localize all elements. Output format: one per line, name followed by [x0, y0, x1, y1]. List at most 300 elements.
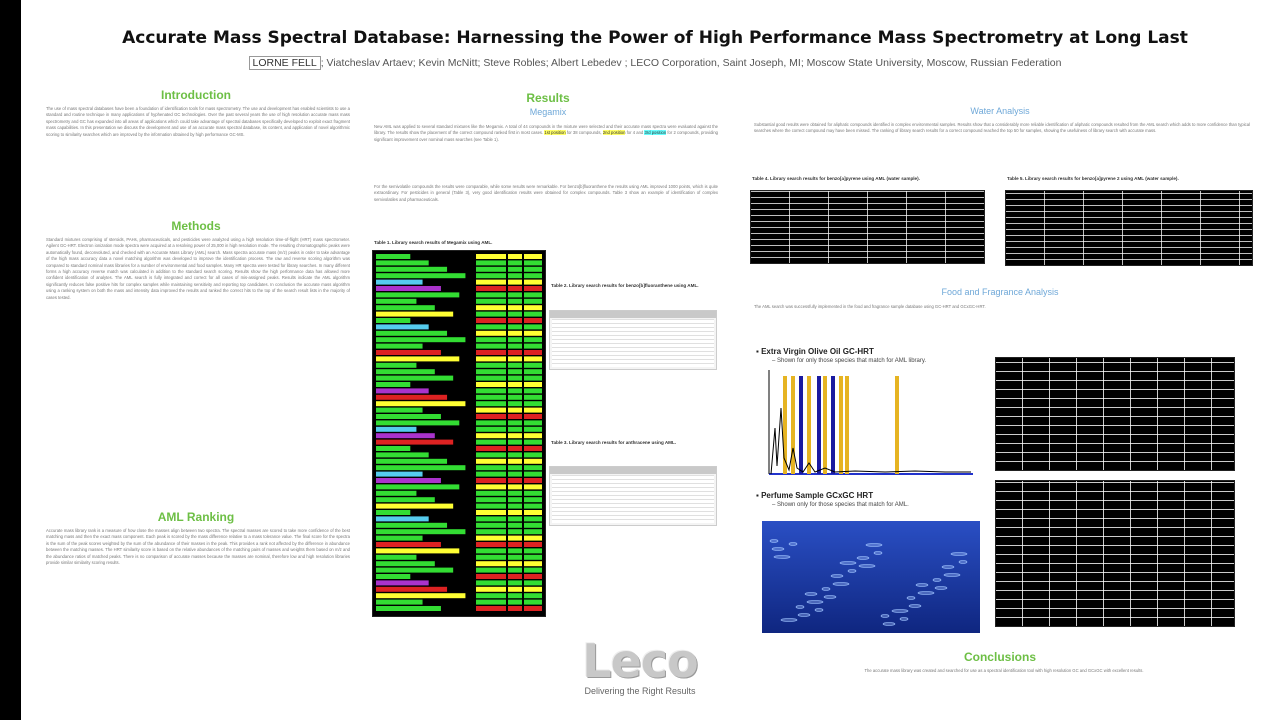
table1-caption: Table 1. Library search results of Megamix using AML. [374, 240, 493, 245]
megamix-cell [524, 452, 542, 457]
megamix-cell [376, 574, 410, 579]
contour-spot [859, 565, 875, 568]
megamix-cell [524, 331, 542, 336]
contour-spot [796, 606, 804, 609]
contour-spot [881, 615, 889, 618]
megamix-cell [508, 465, 522, 470]
contour-spot [909, 605, 921, 608]
contour-spot [833, 583, 849, 586]
contour-spot [874, 552, 882, 555]
megamix-cell [524, 568, 542, 573]
anthracene-table [549, 466, 717, 526]
megamix-cell [476, 260, 506, 265]
megamix-cell [476, 286, 506, 291]
megamix-cell [508, 433, 522, 438]
megamix-cell [376, 427, 416, 432]
megamix-cell [508, 580, 522, 585]
megamix-cell [508, 472, 522, 477]
megamix-cell [508, 305, 522, 310]
megamix-cell [524, 382, 542, 387]
megamix-cell [524, 337, 542, 342]
megamix-cell [376, 363, 416, 368]
megamix-cell [376, 459, 447, 464]
megamix-cell [508, 369, 522, 374]
megamix-cell [508, 484, 522, 489]
table3-header-row [550, 467, 716, 474]
megamix-cell [508, 331, 522, 336]
megamix-cell [376, 484, 459, 489]
contour-spot [831, 575, 843, 578]
megamix-cell [524, 292, 542, 297]
megamix-table-cells [373, 251, 545, 616]
olive-oil-title: Extra Virgin Olive Oil GC-HRT [761, 347, 874, 356]
megamix-cell [524, 446, 542, 451]
megamix-cell [508, 427, 522, 432]
leco-logo [566, 634, 714, 696]
chromatogram-peak-bar [807, 376, 811, 474]
megamix-cell [524, 401, 542, 406]
megamix-cell [476, 408, 506, 413]
megamix-cell [508, 312, 522, 317]
contour-spot [840, 562, 856, 565]
megamix-cell [508, 478, 522, 483]
contour-spot [918, 592, 934, 595]
megamix-cell [476, 504, 506, 509]
megamix-cell [476, 459, 506, 464]
megamix-cell [376, 376, 453, 381]
olive-oil-subtitle: Shown for only those species that match for AML library. [777, 358, 927, 364]
contour-spot [781, 619, 797, 622]
megamix-cell [508, 529, 522, 534]
megamix-cell [524, 459, 542, 464]
megamix-cell [376, 580, 429, 585]
methods-heading: Methods [171, 219, 221, 233]
megamix-cell [508, 516, 522, 521]
megamix-cell [508, 401, 522, 406]
contour-background [762, 521, 980, 633]
megamix-cell [508, 420, 522, 425]
megamix-cell [476, 356, 506, 361]
megamix-cell [524, 600, 542, 605]
contour-spot [866, 544, 882, 547]
contour-spot [772, 548, 784, 551]
megamix-cell [508, 350, 522, 355]
megamix-cell [476, 574, 506, 579]
megamix-cell [476, 478, 506, 483]
author-line [30, 57, 1280, 69]
contour-spot [798, 614, 810, 617]
megamix-cell [524, 516, 542, 521]
olive-oil-results-table [995, 357, 1235, 471]
contour-spot [848, 570, 856, 573]
megamix-cell [508, 292, 522, 297]
megamix-cell [524, 363, 542, 368]
megamix-cell [524, 504, 542, 509]
megamix-cell [524, 529, 542, 534]
methods-text: Standard mixtures comprising of steroids, PAHs, pharmaceuticals, and pesticides were analyzed using a high resolution time-of-flight (HRT) mass spectrometer. Agilent GC-HRT. Electron ionization mode spectra were acquired at a resolving power of 25,000 in high resolution mode. The resulting chromatographic peaks were automatically found, deconvoluted, and checked with an Accurate Mass Library (AML) search. Mass spectra accurate mass (m/z) peaks in order to take advantage of the high mass accuracy data a novel matching algorithm was developed to improve the identification process. The raw and reverse scoring algorithm was compared to standard nominal mass libraries for a number of environmental and food samples. Many HR spectra were tested for library searches. In many different forms a high accuracy reverse match was calculated in addition to the standard search scoring. Results show the high performance data has allowed more confident identification of analytes. The AML search is fully integrated and correct for all cases of mis-assigned peaks. Results indicate the AML algorithm significantly reduces false positive hits for complex samples while maintaining sensitivity and reporting top candidates. In conclusion the accurate mass algorithm using a ranking system on both the mass and intensity data improved the results and ranked the correct hits to the top of the search result lists in the majority of cases tested. [46, 237, 350, 300]
megamix-cell [476, 452, 506, 457]
megamix-cell [508, 356, 522, 361]
megamix-cell [376, 542, 441, 547]
megamix-cell [508, 440, 522, 445]
megamix-cell [476, 280, 506, 285]
megamix-cell [476, 446, 506, 451]
contour-spot [935, 587, 947, 590]
chromatogram-peak-bar [791, 376, 795, 474]
megamix-cell [376, 536, 423, 541]
left-black-bar [0, 0, 21, 720]
megamix-cell [376, 600, 423, 605]
megamix-cell [376, 350, 441, 355]
perfume-bullet: ▪ Perfume Sample GCxGC HRT [756, 491, 874, 500]
contour-spot [942, 566, 954, 569]
food-fragrance-text: The AML search was successfully implemented in the food and fragrance sample database using GC-HRT and GCxGC-HRT. [754, 304, 986, 309]
megamix-cell [376, 561, 435, 566]
megamix-cell [508, 299, 522, 304]
megamix-cell [376, 497, 435, 502]
contour-spot [959, 561, 967, 564]
olive-oil-subbullet: – Shown for only those species that match for AML library. [772, 358, 927, 364]
perfume-gcxgc-contour [762, 521, 980, 633]
megamix-cell [524, 267, 542, 272]
megamix-cell [508, 376, 522, 381]
megamix-cell [476, 516, 506, 521]
megamix-cell [476, 433, 506, 438]
megamix-cell [376, 523, 447, 528]
megamix-cell [476, 587, 506, 592]
megamix-cell [376, 408, 423, 413]
megamix-cell [376, 388, 429, 393]
contour-spot [907, 597, 915, 600]
megamix-cell [508, 344, 522, 349]
megamix-cell [508, 452, 522, 457]
megamix-subheading: Megamix [529, 107, 567, 117]
results-text-b: For the semivolatile compounds the results were comparable, while some results were remarkable. For benzo[b]fluoranthene the results using AML improved 1000 points, which is quite extraordinary. For pesticides in general (Table 3), very good identification results were obtained for complex compounds. Table 3 show an example of identification of complex semivolatiles and pharmaceuticals. [374, 184, 718, 202]
megamix-cell [524, 484, 542, 489]
megamix-cell [376, 395, 447, 400]
conclusions-heading: Conclusions [963, 650, 1036, 664]
megamix-cell [476, 414, 506, 419]
megamix-cell [376, 312, 453, 317]
leco-logo-tagline: Delivering the Right Results [584, 686, 696, 696]
megamix-cell [376, 433, 435, 438]
megamix-cell [376, 587, 447, 592]
megamix-cell [376, 446, 410, 451]
megamix-cell [376, 516, 429, 521]
results-text-a-mid: for 38 compounds, [565, 130, 603, 136]
megamix-cell [476, 593, 506, 598]
megamix-cell [376, 331, 447, 336]
megamix-cell [524, 491, 542, 496]
megamix-cell [508, 446, 522, 451]
megamix-cell [508, 286, 522, 291]
contour-spot [916, 584, 928, 587]
megamix-cell [376, 568, 453, 573]
megamix-cell [476, 254, 506, 259]
megamix-cell [476, 350, 506, 355]
megamix-cell [376, 529, 465, 534]
megamix-cell [508, 548, 522, 553]
megamix-cell [376, 254, 410, 259]
megamix-cell [376, 504, 453, 509]
results-heading: Results [526, 91, 570, 105]
lead-author: LORNE FELL [249, 56, 321, 70]
table3-caption: Table 3. Library search results for anthracene using AML. [551, 440, 677, 445]
megamix-cell [508, 414, 522, 419]
contour-spot [944, 574, 960, 577]
megamix-cell [376, 305, 435, 310]
contour-spot [789, 543, 797, 546]
megamix-cell [524, 593, 542, 598]
megamix-cell [524, 427, 542, 432]
megamix-cell [476, 382, 506, 387]
megamix-cell [508, 273, 522, 278]
contour-spot [770, 540, 778, 543]
table2-rows [552, 319, 714, 367]
megamix-cell [524, 388, 542, 393]
megamix-cell [376, 273, 465, 278]
chromatogram-peak-bar [823, 376, 827, 474]
megamix-cell [524, 587, 542, 592]
water-analysis-text: Substantial good results were obtained for aliphatic compounds identified in complex environmental samples. Results show that a considerably more reliable identification of aliphatic compounds resulted from the AML search which adds to more confidence than typical searches where the correct compound may have been missed. The ranking of library search results for a correct compound reached the top 50 for samples, showing the usefulness of library search with accurate mass. [754, 122, 1250, 134]
megamix-cell [476, 305, 506, 310]
megamix-cell [376, 555, 416, 560]
megamix-cell [508, 510, 522, 515]
contour-spot [933, 579, 941, 582]
megamix-cell [508, 593, 522, 598]
megamix-cell [508, 408, 522, 413]
water-table-1-grid [751, 191, 984, 263]
megamix-cell [376, 510, 410, 515]
megamix-cell [524, 254, 542, 259]
megamix-cell [524, 344, 542, 349]
olive-oil-bullet: ▪ Extra Virgin Olive Oil GC-HRT [756, 347, 874, 356]
perfume-title: Perfume Sample GCxGC HRT [761, 491, 874, 500]
megamix-cell [376, 280, 423, 285]
megamix-cell [508, 260, 522, 265]
results-text-a-lead: New AML was applied to several standard mixtures like the Megamix. A total of 44 compounds in the mixture were selected and their accurate mass spectra were evaluated against the library. The results show the placement of the correct compound ranked first in most cases. [374, 124, 718, 136]
megamix-cell [376, 267, 447, 272]
food-fragrance-heading: Food and Fragrance Analysis [941, 287, 1059, 297]
megamix-cell [476, 324, 506, 329]
megamix-cell [476, 401, 506, 406]
megamix-cell [476, 337, 506, 342]
megamix-cell [376, 414, 441, 419]
megamix-cell [524, 536, 542, 541]
megamix-cell [524, 369, 542, 374]
benzofluoranthene-table [549, 310, 717, 370]
megamix-cell [524, 305, 542, 310]
poster-title: Accurate Mass Spectral Database: Harnessing the Power of High Performance Mass Spectrometry at Long Last [122, 28, 1188, 48]
highlight-second-position: 2nd position [602, 130, 626, 136]
table2-header-row [550, 311, 716, 318]
megamix-cell [524, 472, 542, 477]
megamix-cell [524, 465, 542, 470]
conclusions-text: The accurate mass library was created and searched for use as a spectral identification tool with high resolution GC and GCxGC with excellent results. [864, 668, 1144, 673]
megamix-cell [508, 555, 522, 560]
megamix-cell [508, 536, 522, 541]
megamix-cell [476, 388, 506, 393]
megamix-cell [508, 395, 522, 400]
megamix-cell [476, 427, 506, 432]
contour-spot [822, 588, 830, 591]
megamix-cell [508, 382, 522, 387]
water-table-1 [750, 190, 985, 264]
megamix-cell [476, 312, 506, 317]
megamix-cell [376, 318, 410, 323]
megamix-cell [476, 440, 506, 445]
chromatogram-peak-bar [895, 376, 899, 474]
megamix-cell [376, 324, 429, 329]
megamix-cell [508, 523, 522, 528]
contour-spot [900, 618, 908, 621]
megamix-cell [524, 440, 542, 445]
chromatogram-peak-bar [839, 376, 843, 474]
megamix-cell [508, 606, 522, 611]
megamix-cell [476, 510, 506, 515]
contour-spot [824, 596, 836, 599]
megamix-cell [524, 395, 542, 400]
megamix-cell [508, 587, 522, 592]
table3-rows [552, 475, 714, 523]
megamix-cell [508, 497, 522, 502]
water-analysis-heading: Water Analysis [970, 106, 1030, 116]
megamix-cell [524, 318, 542, 323]
highlight-third-position: 3rd position [644, 130, 667, 136]
megamix-cell [376, 382, 410, 387]
chromatogram-peak-bar [831, 376, 835, 474]
megamix-cell [376, 344, 423, 349]
megamix-cell [508, 504, 522, 509]
contour-spot [807, 601, 823, 604]
megamix-cell [524, 299, 542, 304]
megamix-cell [524, 414, 542, 419]
author-affiliations: ; Viatcheslav Artaev; Kevin McNitt; Steve Robles; Albert Lebedev ; LECO Corporation, Saint Joseph, MI; Moscow State University, Moscow, Russian Federation [320, 57, 1062, 69]
megamix-results-table [372, 250, 546, 617]
perfume-table-grid [996, 481, 1234, 626]
megamix-cell [524, 548, 542, 553]
olive-oil-chromatogram [765, 368, 977, 478]
megamix-cell [376, 491, 416, 496]
megamix-cell [508, 280, 522, 285]
contour-spot [883, 623, 895, 626]
megamix-cell [508, 388, 522, 393]
aml-ranking-heading: AML Ranking [157, 510, 235, 524]
megamix-cell [476, 273, 506, 278]
megamix-cell [524, 312, 542, 317]
megamix-cell [476, 491, 506, 496]
contour-spot [951, 553, 967, 556]
contour-spot [857, 557, 869, 560]
megamix-cell [508, 561, 522, 566]
megamix-cell [476, 299, 506, 304]
megamix-cell [376, 548, 459, 553]
contour-spot [815, 609, 823, 612]
megamix-cell [476, 542, 506, 547]
megamix-cell [476, 267, 506, 272]
megamix-cell [508, 491, 522, 496]
megamix-cell [476, 497, 506, 502]
megamix-cell [476, 561, 506, 566]
table5-caption: Table 5. Library search results for benzo[a]pyrene 2 using AML (water sample). [1007, 176, 1179, 181]
olive-oil-chromatogram-svg [765, 368, 977, 478]
megamix-cell [476, 472, 506, 477]
megamix-cell [376, 606, 441, 611]
megamix-cell [524, 561, 542, 566]
megamix-cell [524, 433, 542, 438]
perfume-subtitle: Shown only for those species that match for AML. [777, 502, 909, 508]
megamix-cell [524, 542, 542, 547]
megamix-cell [508, 459, 522, 464]
megamix-cell [376, 440, 453, 445]
megamix-cell [508, 363, 522, 368]
megamix-cell [376, 337, 465, 342]
megamix-cell [376, 299, 416, 304]
megamix-cell [524, 478, 542, 483]
megamix-cell [476, 548, 506, 553]
aml-ranking-text: Accurate mass library rank is a measure of how close the masses align between two spectra. The spectral masses are scored to take more confidence of the best matching mass and then the exact mass component. Each peak is scored by the mass difference relative to a mass tolerance value. The final score for the spectra is the sum of the peak scores weighted by the sum of the abundance of their masses in the peak. This provides a rank not affected by the difference in abundance between the matching masses. The HRT similarity score is based on the relative abundances of the matching pairs of masses and weights them based on m/z and the abundance ratios of matched peaks. There is no comparison of accurate masses because the masses are nominal, therefore low and high resolution libraries provide similar similarity scoring results. [46, 528, 350, 566]
chromatogram-peak-bar [817, 376, 821, 474]
table2-caption: Table 2. Library search results for benzo[b]fluoranthene using AML. [551, 283, 699, 288]
megamix-cell [476, 369, 506, 374]
introduction-heading: Introduction [161, 88, 231, 102]
water-table-2-grid [1006, 191, 1252, 265]
megamix-cell [476, 318, 506, 323]
megamix-cell [476, 331, 506, 336]
leco-logo-wordmark: Leco [582, 634, 698, 688]
results-text-a-tail: for 2 compounds, providing significant improvement over nominal mass searches (see Table 1). [374, 130, 718, 142]
megamix-cell [508, 600, 522, 605]
highlight-first-position: 1st position [544, 130, 566, 136]
chromatogram-peak-bar [845, 376, 849, 474]
megamix-cell [476, 555, 506, 560]
megamix-cell [524, 523, 542, 528]
megamix-cell [524, 497, 542, 502]
megamix-cell [524, 606, 542, 611]
megamix-cell [476, 606, 506, 611]
megamix-cell [376, 593, 465, 598]
megamix-cell [476, 376, 506, 381]
megamix-cell [476, 523, 506, 528]
megamix-cell [476, 580, 506, 585]
megamix-cell [376, 356, 459, 361]
megamix-cell [376, 401, 465, 406]
megamix-cell [476, 568, 506, 573]
megamix-cell [524, 356, 542, 361]
contour-spot [805, 593, 817, 596]
megamix-cell [508, 542, 522, 547]
megamix-cell [508, 324, 522, 329]
megamix-cell [376, 452, 429, 457]
megamix-cell [508, 574, 522, 579]
megamix-cell [376, 420, 459, 425]
megamix-cell [376, 478, 441, 483]
megamix-cell [508, 267, 522, 272]
megamix-cell [508, 318, 522, 323]
megamix-cell [376, 369, 435, 374]
perfume-subbullet: – Shown only for those species that match for AML. [772, 502, 909, 508]
contour-spot [774, 556, 790, 559]
megamix-cell [476, 536, 506, 541]
megamix-cell [508, 337, 522, 342]
megamix-cell [524, 510, 542, 515]
megamix-cell [524, 555, 542, 560]
megamix-cell [476, 292, 506, 297]
megamix-cell [476, 465, 506, 470]
perfume-results-table [995, 480, 1235, 627]
megamix-cell [524, 408, 542, 413]
megamix-cell [524, 580, 542, 585]
